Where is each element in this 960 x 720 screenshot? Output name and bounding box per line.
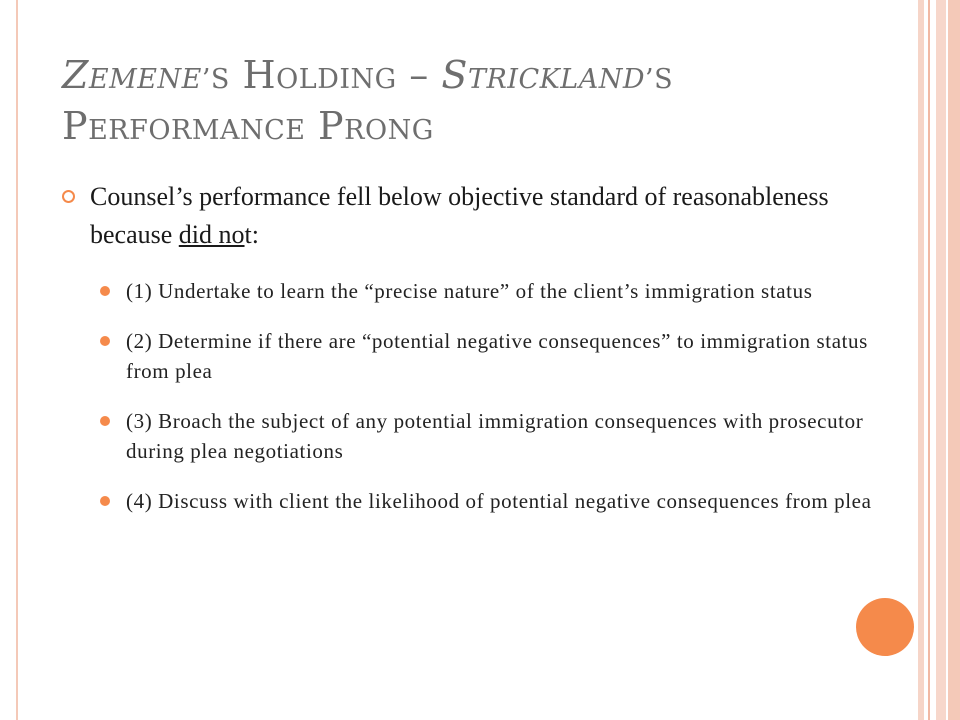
sub-bullet-text: (4) Discuss with client the likelihood of potential negative consequences from plea [126,489,872,513]
sub-bullet-item [62,326,882,386]
title-part: S [441,53,468,97]
right-stripe [948,0,960,720]
title-part: P [318,104,345,148]
filled-bullet-icon [100,496,110,506]
title-part: Z [62,53,89,97]
title-part: ’S [644,64,674,95]
title-part: ERFORMANCE [88,115,306,146]
sub-bullet-item [62,406,882,466]
sub-bullet-list [62,276,882,516]
sub-bullet-item [62,486,882,516]
title-part: EMENE [88,64,202,95]
filled-bullet-icon [100,286,110,296]
slide-content [62,178,882,536]
right-stripe [936,0,946,720]
hollow-bullet-icon [62,190,75,203]
filled-bullet-icon [100,336,110,346]
accent-circle-decoration [856,598,914,656]
main-point-text: Counsel’s performance fell below objective standard of reasonableness because [90,182,829,249]
title-part: P [62,104,89,148]
main-point-underlined: did no [178,220,245,249]
title-part: H [242,53,277,97]
left-border-line [16,0,18,720]
sub-bullet-text: (1) Undertake to learn the “precise nature” of the client’s immigration status [126,279,813,303]
title-part: – [396,53,442,97]
filled-bullet-icon [100,416,110,426]
main-point-text-end: t: [244,220,259,249]
title-part: ’S [201,64,230,95]
title-part: RONG [344,115,434,146]
sub-bullet-text: (3) Broach the subject of any potential immigration consequences with prosecutor during plea negotiations [126,409,864,463]
slide-title [62,52,882,154]
title-part: OLDING [276,64,397,95]
main-bullet-point [62,178,882,254]
title-part: TRICKLAND [467,64,645,95]
sub-bullet-item [62,276,882,306]
sub-bullet-text: (2) Determine if there are “potential negative consequences” to immigration status from plea [126,329,868,383]
